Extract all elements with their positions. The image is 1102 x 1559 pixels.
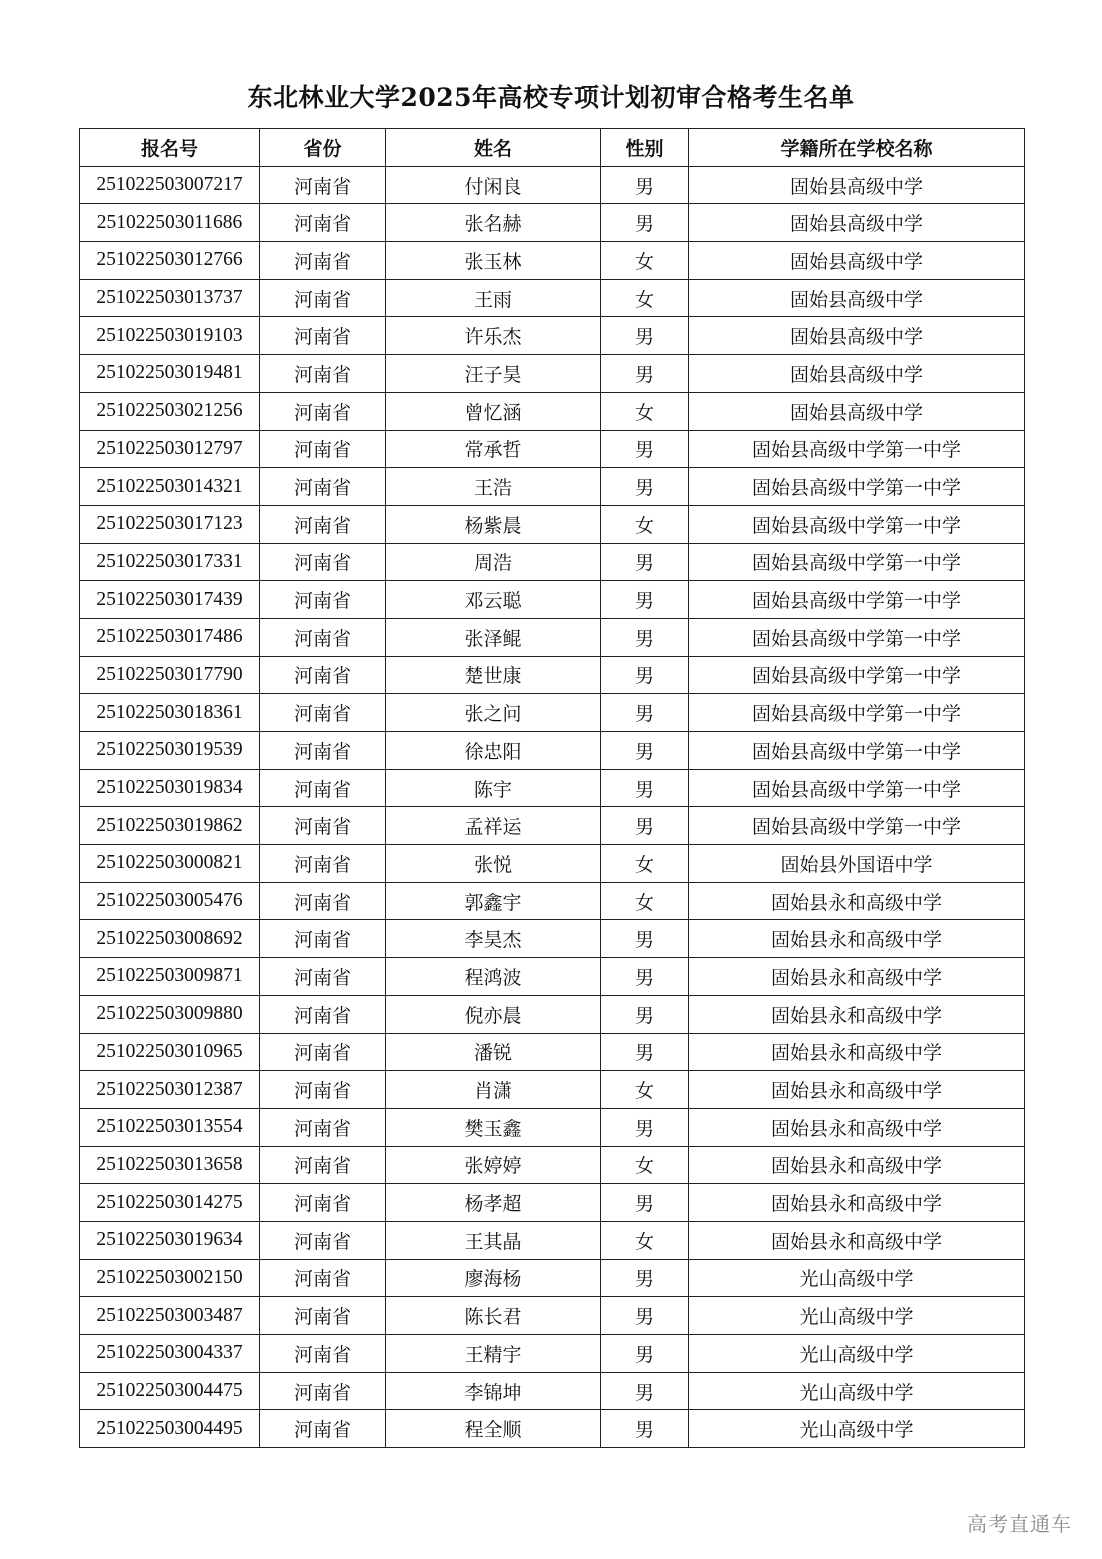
province-cell: 河南省 (260, 468, 386, 506)
school-cell: 固始县高级中学 (689, 242, 1025, 280)
table-row (80, 995, 1025, 1033)
registration-number-cell: 251022503019481 (80, 355, 260, 393)
registration-number-cell: 251022503017790 (80, 656, 260, 694)
gender-cell: 女 (601, 279, 689, 317)
school-cell: 固始县高级中学 (689, 392, 1025, 430)
registration-number-cell: 251022503017486 (80, 618, 260, 656)
name-cell: 许乐杰 (386, 317, 601, 355)
school-cell: 固始县永和高级中学 (689, 1184, 1025, 1222)
name-cell: 王雨 (386, 279, 601, 317)
gender-cell: 男 (601, 1410, 689, 1448)
school-cell: 固始县高级中学第一中学 (689, 581, 1025, 619)
table-row (80, 1297, 1025, 1335)
registration-number-cell: 251022503019834 (80, 769, 260, 807)
registration-number-cell: 251022503014275 (80, 1184, 260, 1222)
province-cell: 河南省 (260, 355, 386, 393)
gender-cell: 女 (601, 1071, 689, 1109)
gender-cell: 男 (601, 732, 689, 770)
table-row (80, 769, 1025, 807)
gender-cell: 女 (601, 1221, 689, 1259)
table-body (80, 166, 1025, 1447)
table-row (80, 958, 1025, 996)
name-cell: 汪子昊 (386, 355, 601, 393)
name-cell: 王其晶 (386, 1221, 601, 1259)
registration-number-cell: 251022503013554 (80, 1108, 260, 1146)
registration-number-cell: 251022503018361 (80, 694, 260, 732)
table-row (80, 166, 1025, 204)
registration-number-cell: 251022503019862 (80, 807, 260, 845)
registration-number-cell: 251022503004475 (80, 1372, 260, 1410)
registration-number-cell: 251022503004337 (80, 1335, 260, 1373)
province-cell: 河南省 (260, 1221, 386, 1259)
registration-number-cell: 251022503019634 (80, 1221, 260, 1259)
registration-number-cell: 251022503003487 (80, 1297, 260, 1335)
registration-number-cell: 251022503000821 (80, 845, 260, 883)
province-cell: 河南省 (260, 392, 386, 430)
table-row (80, 279, 1025, 317)
name-cell: 孟祥运 (386, 807, 601, 845)
table-row (80, 1071, 1025, 1109)
registration-number-cell: 251022503010965 (80, 1033, 260, 1071)
province-cell: 河南省 (260, 1071, 386, 1109)
registration-number-cell: 251022503014321 (80, 468, 260, 506)
province-cell: 河南省 (260, 430, 386, 468)
province-cell: 河南省 (260, 1033, 386, 1071)
province-cell: 河南省 (260, 882, 386, 920)
column-header-registration-number: 报名号 (80, 129, 260, 167)
name-cell: 曾忆涵 (386, 392, 601, 430)
province-cell: 河南省 (260, 1297, 386, 1335)
name-cell: 陈长君 (386, 1297, 601, 1335)
name-cell: 付闲良 (386, 166, 601, 204)
registration-number-cell: 251022503013658 (80, 1146, 260, 1184)
gender-cell: 男 (601, 317, 689, 355)
name-cell: 陈宇 (386, 769, 601, 807)
table-row (80, 317, 1025, 355)
name-cell: 樊玉鑫 (386, 1108, 601, 1146)
province-cell: 河南省 (260, 166, 386, 204)
school-cell: 固始县永和高级中学 (689, 1108, 1025, 1146)
gender-cell: 男 (601, 958, 689, 996)
table-row (80, 920, 1025, 958)
gender-cell: 女 (601, 392, 689, 430)
gender-cell: 男 (601, 920, 689, 958)
registration-number-cell: 251022503002150 (80, 1259, 260, 1297)
gender-cell: 男 (601, 1335, 689, 1373)
candidate-table (79, 128, 1025, 1448)
gender-cell: 男 (601, 581, 689, 619)
table-row (80, 505, 1025, 543)
school-cell: 固始县永和高级中学 (689, 1071, 1025, 1109)
table-row (80, 355, 1025, 393)
gender-cell: 男 (601, 430, 689, 468)
school-cell: 固始县高级中学第一中学 (689, 807, 1025, 845)
table-row (80, 1372, 1025, 1410)
name-cell: 廖海杨 (386, 1259, 601, 1297)
gender-cell: 女 (601, 882, 689, 920)
registration-number-cell: 251022503009871 (80, 958, 260, 996)
table-row (80, 694, 1025, 732)
table-row (80, 807, 1025, 845)
name-cell: 王精宇 (386, 1335, 601, 1373)
registration-number-cell: 251022503012387 (80, 1071, 260, 1109)
province-cell: 河南省 (260, 995, 386, 1033)
province-cell: 河南省 (260, 1108, 386, 1146)
table-header-row (80, 129, 1025, 167)
gender-cell: 男 (601, 1108, 689, 1146)
table-row (80, 1146, 1025, 1184)
registration-number-cell: 251022503012797 (80, 430, 260, 468)
school-cell: 固始县高级中学第一中学 (689, 694, 1025, 732)
registration-number-cell: 251022503019539 (80, 732, 260, 770)
school-cell: 固始县永和高级中学 (689, 1146, 1025, 1184)
registration-number-cell: 251022503021256 (80, 392, 260, 430)
name-cell: 张玉林 (386, 242, 601, 280)
name-cell: 倪亦晨 (386, 995, 601, 1033)
school-cell: 固始县永和高级中学 (689, 920, 1025, 958)
table-row (80, 1221, 1025, 1259)
table-row (80, 468, 1025, 506)
school-cell: 固始县高级中学第一中学 (689, 430, 1025, 468)
gender-cell: 男 (601, 468, 689, 506)
province-cell: 河南省 (260, 845, 386, 883)
gender-cell: 男 (601, 1184, 689, 1222)
gender-cell: 女 (601, 242, 689, 280)
province-cell: 河南省 (260, 1259, 386, 1297)
province-cell: 河南省 (260, 656, 386, 694)
registration-number-cell: 251022503008692 (80, 920, 260, 958)
gender-cell: 男 (601, 769, 689, 807)
province-cell: 河南省 (260, 769, 386, 807)
school-cell: 固始县高级中学 (689, 204, 1025, 242)
school-cell: 固始县永和高级中学 (689, 1221, 1025, 1259)
gender-cell: 男 (601, 656, 689, 694)
gender-cell: 男 (601, 618, 689, 656)
table-row (80, 204, 1025, 242)
province-cell: 河南省 (260, 618, 386, 656)
school-cell: 固始县高级中学第一中学 (689, 732, 1025, 770)
school-cell: 光山高级中学 (689, 1335, 1025, 1373)
school-cell: 固始县高级中学第一中学 (689, 618, 1025, 656)
school-cell: 固始县永和高级中学 (689, 1033, 1025, 1071)
name-cell: 程全顺 (386, 1410, 601, 1448)
table-row (80, 1108, 1025, 1146)
registration-number-cell: 251022503011686 (80, 204, 260, 242)
page-title: 东北林业大学2025年高校专项计划初审合格考生名单 (247, 83, 855, 112)
registration-number-cell: 251022503012766 (80, 242, 260, 280)
table-row (80, 656, 1025, 694)
province-cell: 河南省 (260, 732, 386, 770)
table-row (80, 543, 1025, 581)
school-cell: 固始县高级中学第一中学 (689, 505, 1025, 543)
school-cell: 固始县高级中学 (689, 166, 1025, 204)
table-row (80, 845, 1025, 883)
name-cell: 楚世康 (386, 656, 601, 694)
province-cell: 河南省 (260, 279, 386, 317)
gender-cell: 男 (601, 543, 689, 581)
watermark: 高考直通车 (967, 1512, 1072, 1536)
school-cell: 光山高级中学 (689, 1372, 1025, 1410)
name-cell: 杨孝超 (386, 1184, 601, 1222)
column-header-name: 姓名 (386, 129, 601, 167)
gender-cell: 女 (601, 1146, 689, 1184)
school-cell: 光山高级中学 (689, 1259, 1025, 1297)
name-cell: 潘锐 (386, 1033, 601, 1071)
school-cell: 固始县永和高级中学 (689, 995, 1025, 1033)
province-cell: 河南省 (260, 920, 386, 958)
province-cell: 河南省 (260, 505, 386, 543)
province-cell: 河南省 (260, 1184, 386, 1222)
gender-cell: 男 (601, 1259, 689, 1297)
name-cell: 李昊杰 (386, 920, 601, 958)
name-cell: 张悦 (386, 845, 601, 883)
gender-cell: 男 (601, 355, 689, 393)
name-cell: 李锦坤 (386, 1372, 601, 1410)
name-cell: 程鸿波 (386, 958, 601, 996)
province-cell: 河南省 (260, 807, 386, 845)
registration-number-cell: 251022503004495 (80, 1410, 260, 1448)
school-cell: 固始县永和高级中学 (689, 958, 1025, 996)
name-cell: 肖潇 (386, 1071, 601, 1109)
name-cell: 常承哲 (386, 430, 601, 468)
gender-cell: 男 (601, 807, 689, 845)
gender-cell: 男 (601, 204, 689, 242)
registration-number-cell: 251022503017331 (80, 543, 260, 581)
table-row (80, 1033, 1025, 1071)
school-cell: 光山高级中学 (689, 1297, 1025, 1335)
gender-cell: 男 (601, 995, 689, 1033)
registration-number-cell: 251022503013737 (80, 279, 260, 317)
school-cell: 固始县高级中学 (689, 355, 1025, 393)
column-header-province: 省份 (260, 129, 386, 167)
gender-cell: 男 (601, 694, 689, 732)
school-cell: 固始县高级中学 (689, 317, 1025, 355)
province-cell: 河南省 (260, 958, 386, 996)
name-cell: 徐忠阳 (386, 732, 601, 770)
province-cell: 河南省 (260, 694, 386, 732)
school-cell: 固始县永和高级中学 (689, 882, 1025, 920)
registration-number-cell: 251022503017123 (80, 505, 260, 543)
gender-cell: 女 (601, 505, 689, 543)
name-cell: 周浩 (386, 543, 601, 581)
gender-cell: 男 (601, 1297, 689, 1335)
province-cell: 河南省 (260, 1372, 386, 1410)
gender-cell: 男 (601, 166, 689, 204)
school-cell: 固始县外国语中学 (689, 845, 1025, 883)
table-row (80, 618, 1025, 656)
name-cell: 张名赫 (386, 204, 601, 242)
table-row (80, 1410, 1025, 1448)
table-row (80, 242, 1025, 280)
school-cell: 固始县高级中学 (689, 279, 1025, 317)
table-row (80, 882, 1025, 920)
registration-number-cell: 251022503007217 (80, 166, 260, 204)
registration-number-cell: 251022503019103 (80, 317, 260, 355)
registration-number-cell: 251022503017439 (80, 581, 260, 619)
name-cell: 张泽鲲 (386, 618, 601, 656)
gender-cell: 男 (601, 1033, 689, 1071)
name-cell: 杨紫晨 (386, 505, 601, 543)
table-row (80, 392, 1025, 430)
gender-cell: 女 (601, 845, 689, 883)
school-cell: 固始县高级中学第一中学 (689, 656, 1025, 694)
province-cell: 河南省 (260, 242, 386, 280)
province-cell: 河南省 (260, 581, 386, 619)
name-cell: 王浩 (386, 468, 601, 506)
province-cell: 河南省 (260, 1146, 386, 1184)
province-cell: 河南省 (260, 543, 386, 581)
column-header-gender: 性别 (601, 129, 689, 167)
name-cell: 邓云聪 (386, 581, 601, 619)
gender-cell: 男 (601, 1372, 689, 1410)
school-cell: 固始县高级中学第一中学 (689, 468, 1025, 506)
province-cell: 河南省 (260, 1335, 386, 1373)
table-row (80, 1335, 1025, 1373)
province-cell: 河南省 (260, 317, 386, 355)
table-row (80, 732, 1025, 770)
column-header-school: 学籍所在学校名称 (689, 129, 1025, 167)
table-row (80, 1184, 1025, 1222)
table-row (80, 581, 1025, 619)
name-cell: 张之问 (386, 694, 601, 732)
province-cell: 河南省 (260, 1410, 386, 1448)
name-cell: 郭鑫宇 (386, 882, 601, 920)
school-cell: 光山高级中学 (689, 1410, 1025, 1448)
registration-number-cell: 251022503009880 (80, 995, 260, 1033)
name-cell: 张婷婷 (386, 1146, 601, 1184)
school-cell: 固始县高级中学第一中学 (689, 769, 1025, 807)
registration-number-cell: 251022503005476 (80, 882, 260, 920)
school-cell: 固始县高级中学第一中学 (689, 543, 1025, 581)
table-row (80, 430, 1025, 468)
province-cell: 河南省 (260, 204, 386, 242)
table-row (80, 1259, 1025, 1297)
